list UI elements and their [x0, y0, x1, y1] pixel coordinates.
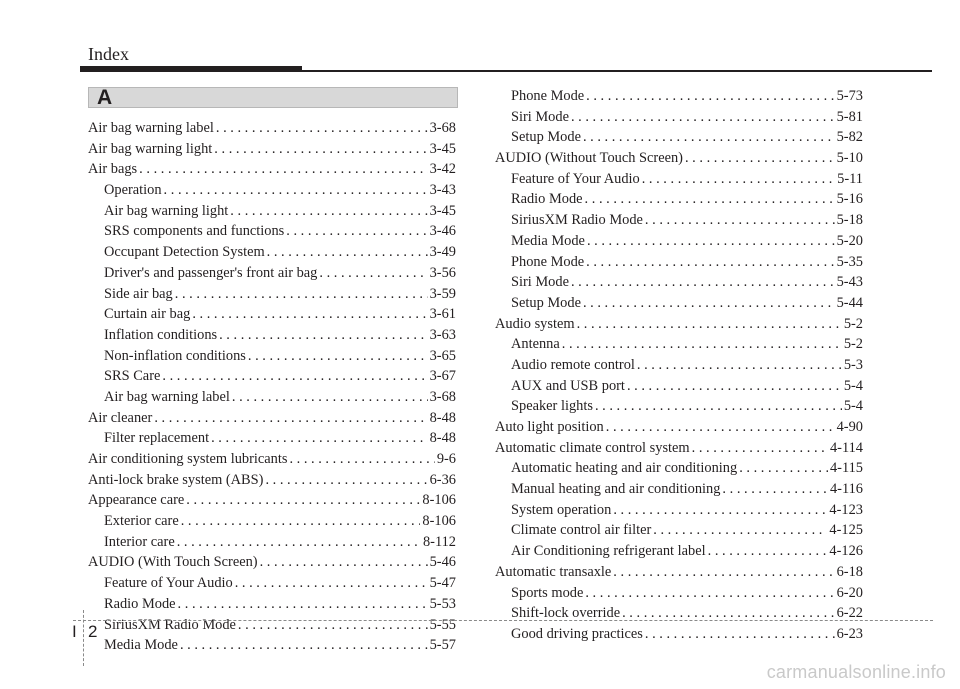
- footer-section-marker: I: [72, 622, 77, 641]
- index-entry-text: Audio system: [495, 315, 575, 332]
- index-leader-dots: [637, 355, 842, 376]
- index-subentry: [495, 396, 863, 417]
- index-page-ref: 6-23: [836, 625, 863, 642]
- index-entry-text: Radio Mode: [104, 595, 176, 612]
- index-leader-dots: [286, 221, 427, 242]
- index-leader-dots: [211, 428, 428, 449]
- index-page-ref: 3-43: [429, 182, 456, 199]
- index-entry: [495, 148, 863, 169]
- index-subentry: [495, 541, 863, 562]
- index-page-ref: 5-53: [429, 595, 456, 612]
- index-subentry: [88, 594, 456, 615]
- index-subentry: [495, 169, 863, 190]
- index-entry: [495, 314, 863, 335]
- index-subentry: [495, 86, 863, 107]
- index-page-ref: 4-114: [829, 439, 863, 456]
- index-page-ref: 3-63: [429, 326, 456, 343]
- index-column-right: [495, 86, 863, 645]
- index-page-ref: 4-125: [829, 522, 863, 539]
- index-entry-text: AUDIO (Without Touch Screen): [495, 150, 683, 167]
- index-page-ref: 6-36: [429, 471, 456, 488]
- index-entry-text: Good driving practices: [511, 625, 643, 642]
- index-subentry: [88, 284, 456, 305]
- index-entry-text: System operation: [511, 501, 612, 518]
- index-page-ref: 3-68: [429, 388, 456, 405]
- index-entry-text: Shift-lock override: [511, 605, 621, 622]
- index-page-ref: 3-67: [429, 368, 456, 385]
- index-entry-text: Manual heating and air conditioning: [511, 481, 721, 498]
- index-subentry: [88, 532, 456, 553]
- index-leader-dots: [645, 624, 835, 645]
- index-leader-dots: [708, 541, 828, 562]
- watermark: carmanualsonline.info: [766, 662, 946, 682]
- index-entry-text: Automatic heating and air conditioning: [511, 460, 738, 477]
- index-entry-text: Exterior care: [104, 513, 179, 530]
- index-subentry: [495, 479, 863, 500]
- index-page-ref: 5-10: [836, 150, 863, 167]
- index-entry: [88, 470, 456, 491]
- index-leader-dots: [178, 594, 428, 615]
- index-entry-text: SRS components and functions: [104, 223, 285, 240]
- index-leader-dots: [685, 148, 835, 169]
- index-leader-dots: [289, 449, 434, 470]
- index-leader-dots: [586, 252, 834, 273]
- index-page-ref: 5-2: [843, 315, 863, 332]
- index-leader-dots: [319, 263, 427, 284]
- index-entry-text: Side air bag: [104, 285, 173, 302]
- index-page-ref: 5-4: [843, 398, 863, 415]
- index-subentry: [495, 458, 863, 479]
- index-entry: [495, 562, 863, 583]
- index-entry: [88, 449, 456, 470]
- index-leader-dots: [653, 520, 827, 541]
- index-leader-dots: [613, 500, 827, 521]
- index-page-ref: 4-116: [829, 481, 863, 498]
- index-page-ref: 5-44: [836, 294, 863, 311]
- index-entry-text: Climate control air filter: [511, 522, 652, 539]
- section-letter: A: [97, 86, 113, 109]
- index-entry-text: Speaker lights: [511, 398, 593, 415]
- header-rule-accent: [80, 66, 302, 72]
- index-leader-dots: [177, 532, 421, 553]
- index-page-ref: 3-68: [429, 120, 456, 136]
- index-page-ref: 8-106: [422, 513, 456, 530]
- index-page-ref: 4-126: [829, 543, 863, 560]
- index-leader-dots: [180, 635, 428, 656]
- index-subentry: [495, 107, 863, 128]
- index-leader-dots: [164, 180, 428, 201]
- footer-page-number: 2: [88, 622, 98, 641]
- index-entry-text: Audio remote control: [511, 356, 635, 373]
- index-page-ref: 5-73: [836, 88, 863, 104]
- index-entry: [495, 438, 863, 459]
- index-subentry: [495, 583, 863, 604]
- index-page-ref: 5-3: [843, 356, 863, 373]
- index-subentry: [495, 500, 863, 521]
- index-column-left: [88, 118, 456, 656]
- index-entry-text: Setup Mode: [511, 294, 581, 311]
- index-entry-text: Inflation conditions: [104, 326, 218, 343]
- index-subentry: [495, 624, 863, 645]
- index-entry: [495, 417, 863, 438]
- index-entry-text: Sports mode: [511, 584, 584, 601]
- index-entry-text: Interior care: [104, 533, 175, 550]
- index-entry-text: Radio Mode: [511, 191, 583, 208]
- index-page-ref: 3-49: [429, 244, 456, 261]
- index-leader-dots: [739, 458, 828, 479]
- index-page-ref: 8-112: [422, 533, 456, 550]
- index-entry-text: Air bag warning label: [104, 388, 230, 405]
- index-leader-dots: [230, 201, 427, 222]
- index-entry-text: Air cleaner: [88, 409, 153, 426]
- index-entry-text: Driver's and passenger's front air bag: [104, 264, 318, 281]
- index-leader-dots: [577, 314, 842, 335]
- index-entry-text: Media Mode: [104, 637, 178, 654]
- index-leader-dots: [192, 304, 427, 325]
- index-subentry: [495, 334, 863, 355]
- index-entry-text: Anti-lock brake system (ABS): [88, 471, 264, 488]
- index-page-ref: 5-57: [429, 637, 456, 654]
- index-leader-dots: [186, 490, 420, 511]
- index-leader-dots: [606, 417, 835, 438]
- index-page-ref: 9-6: [436, 451, 456, 467]
- index-entry-text: SiriusXM Radio Mode: [104, 616, 236, 633]
- index-subentry: [88, 325, 456, 346]
- index-page-ref: 5-4: [843, 377, 863, 394]
- index-entry-text: Operation: [104, 182, 162, 199]
- index-page-ref: 5-46: [429, 554, 456, 571]
- index-leader-dots: [267, 242, 428, 263]
- index-subentry: [495, 189, 863, 210]
- index-leader-dots: [238, 615, 428, 636]
- section-header-bar: [88, 87, 458, 108]
- index-page-ref: 5-43: [836, 274, 863, 291]
- index-leader-dots: [154, 408, 427, 429]
- index-page-ref: 6-18: [836, 563, 863, 580]
- index-subentry: [88, 511, 456, 532]
- index-entry-text: Air bags: [88, 161, 138, 178]
- index-page-ref: 3-59: [429, 285, 456, 302]
- index-subentry: [88, 263, 456, 284]
- index-entry-text: Media Mode: [511, 232, 585, 249]
- index-subentry: [88, 242, 456, 263]
- index-entry-text: Feature of Your Audio: [511, 170, 640, 187]
- index-subentry: [495, 520, 863, 541]
- index-subentry: [88, 201, 456, 222]
- index-page-ref: 5-35: [836, 253, 863, 270]
- index-entry-text: Air bag warning light: [104, 202, 229, 219]
- index-entry: [88, 159, 456, 180]
- index-leader-dots: [162, 366, 427, 387]
- index-subentry: [88, 387, 456, 408]
- index-page-ref: 5-47: [429, 575, 456, 592]
- index-page-ref: 3-56: [429, 264, 456, 281]
- index-page-ref: 3-46: [429, 223, 456, 240]
- index-entry-text: Appearance care: [88, 492, 185, 509]
- footer-divider: [73, 620, 933, 621]
- index-entry-text: AUDIO (With Touch Screen): [88, 554, 258, 571]
- index-entry-text: Auto light position: [495, 419, 604, 435]
- index-leader-dots: [260, 552, 428, 573]
- index-entry-text: Feature of Your Audio: [104, 575, 233, 592]
- index-entry-text: SRS Care: [104, 368, 161, 385]
- index-entry: [88, 118, 456, 139]
- footer-vertical-divider: [83, 610, 84, 666]
- index-page-ref: 5-81: [836, 108, 863, 125]
- index-page-ref: 5-20: [836, 232, 863, 249]
- index-page-ref: 3-42: [429, 161, 456, 178]
- index-entry-text: Filter replacement: [104, 430, 210, 447]
- index-entry-text: Air Conditioning refrigerant label: [511, 543, 706, 560]
- index-entry-text: AUX and USB port: [511, 377, 625, 394]
- index-subentry: [88, 615, 456, 636]
- index-page-ref: 4-90: [836, 419, 863, 435]
- index-leader-dots: [214, 139, 427, 160]
- index-leader-dots: [585, 583, 834, 604]
- index-leader-dots: [613, 562, 834, 583]
- index-subentry: [88, 221, 456, 242]
- index-page-ref: 3-61: [429, 306, 456, 323]
- index-leader-dots: [585, 189, 835, 210]
- index-leader-dots: [139, 159, 427, 180]
- index-leader-dots: [587, 231, 835, 252]
- index-entry-text: Antenna: [511, 336, 560, 353]
- index-page-ref: 6-22: [836, 605, 863, 622]
- index-subentry: [495, 355, 863, 376]
- index-page-ref: 8-48: [429, 409, 456, 426]
- index-entry: [88, 490, 456, 511]
- index-entry-text: Air bag warning light: [88, 140, 213, 157]
- index-page-ref: 3-65: [429, 347, 456, 364]
- index-leader-dots: [235, 573, 428, 594]
- index-subentry: [88, 573, 456, 594]
- index-entry-text: Phone Mode: [511, 88, 585, 104]
- index-subentry: [495, 376, 863, 397]
- index-entry-text: Setup Mode: [511, 129, 581, 146]
- index-entry: [88, 552, 456, 573]
- index-subentry: [88, 366, 456, 387]
- index-page-ref: 3-45: [429, 202, 456, 219]
- index-page-ref: 8-48: [429, 430, 456, 447]
- index-entry-text: Siri Mode: [511, 274, 569, 291]
- index-entry-text: Air bag warning label: [88, 120, 214, 136]
- index-leader-dots: [175, 284, 428, 305]
- index-page-ref: 5-18: [836, 212, 863, 229]
- index-subentry: [88, 304, 456, 325]
- index-page-ref: 5-82: [836, 129, 863, 146]
- index-leader-dots: [586, 86, 834, 107]
- index-entry-text: Occupant Detection System: [104, 244, 265, 261]
- index-leader-dots: [232, 387, 428, 408]
- index-subentry: [495, 293, 863, 314]
- index-subentry: [495, 127, 863, 148]
- index-entry-text: Automatic climate control system: [495, 439, 690, 456]
- index-entry-text: Phone Mode: [511, 253, 585, 270]
- index-leader-dots: [692, 438, 828, 459]
- index-entry: [88, 408, 456, 429]
- index-page-ref: 4-123: [829, 501, 863, 518]
- index-entry-text: Automatic transaxle: [495, 563, 612, 580]
- index-page-ref: 5-2: [843, 336, 863, 353]
- index-page-ref: 4-115: [829, 460, 863, 477]
- index-leader-dots: [571, 107, 835, 128]
- index-leader-dots: [642, 169, 835, 190]
- index-leader-dots: [219, 325, 428, 346]
- index-page-ref: 6-20: [836, 584, 863, 601]
- index-entry-text: Non-inflation conditions: [104, 347, 246, 364]
- index-leader-dots: [722, 479, 828, 500]
- index-page-ref: 3-45: [429, 140, 456, 157]
- index-leader-dots: [265, 470, 427, 491]
- index-entry-text: Air conditioning system lubricants: [88, 451, 288, 467]
- index-leader-dots: [571, 272, 835, 293]
- index-page-ref: 5-55: [429, 616, 456, 633]
- page-title: Index: [88, 44, 129, 64]
- index-subentry: [495, 272, 863, 293]
- index-leader-dots: [216, 118, 428, 139]
- index-leader-dots: [248, 346, 428, 367]
- index-subentry: [495, 231, 863, 252]
- index-page-ref: 5-16: [836, 191, 863, 208]
- index-entry-text: Curtain air bag: [104, 306, 191, 323]
- index-leader-dots: [583, 127, 835, 148]
- index-leader-dots: [181, 511, 421, 532]
- index-page-ref: 8-106: [422, 492, 456, 509]
- index-subentry: [495, 210, 863, 231]
- index-page-ref: 5-11: [837, 170, 863, 187]
- index-subentry: [88, 180, 456, 201]
- index-leader-dots: [595, 396, 842, 417]
- index-leader-dots: [645, 210, 835, 231]
- index-leader-dots: [583, 293, 835, 314]
- index-subentry: [88, 346, 456, 367]
- index-entry-text: Siri Mode: [511, 108, 569, 125]
- index-leader-dots: [562, 334, 842, 355]
- index-subentry: [88, 635, 456, 656]
- index-leader-dots: [627, 376, 842, 397]
- index-subentry: [88, 428, 456, 449]
- index-entry-text: SiriusXM Radio Mode: [511, 212, 643, 229]
- index-entry: [88, 139, 456, 160]
- index-subentry: [495, 252, 863, 273]
